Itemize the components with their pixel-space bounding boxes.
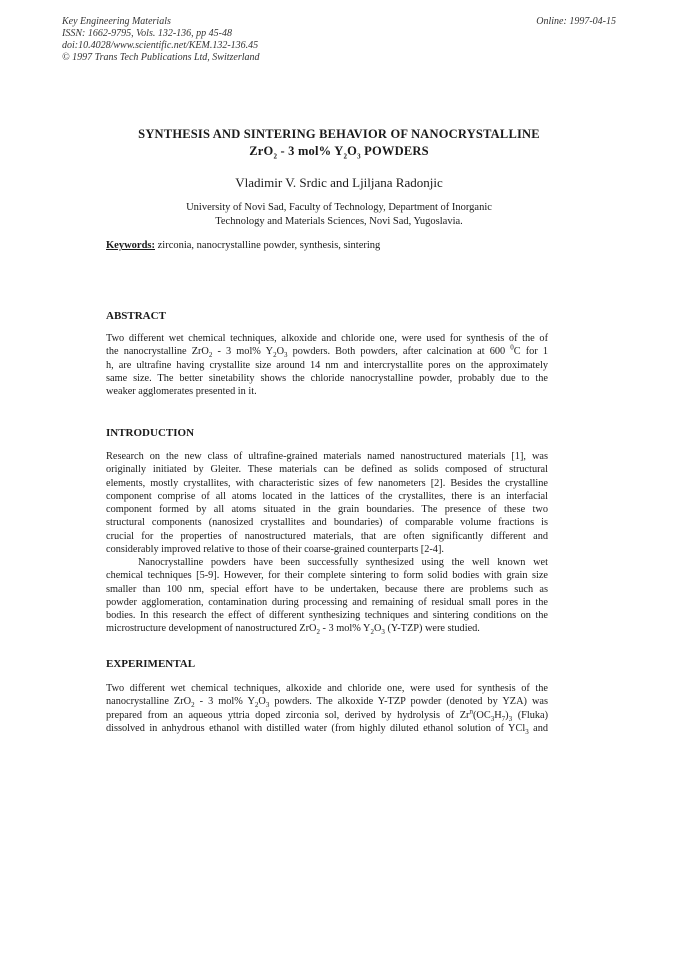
introduction-line: microstructure development of nanostructured ZrO$_2$ - 3 mol% $Y_2O_3$ (Y-TZP) were studied. [106, 623, 480, 637]
introduction-line: component formed by all atoms situated in the grain boundaries. The presence of these two [106, 504, 548, 515]
experimental-line: nanocrystalline ZrO$_2$ - 3 mol% $Y_2O_3$ powders. The alkoxide Y-TZP powder (denoted by YZA) was [106, 696, 548, 710]
experimental-line: prepared from an aqueous yttria doped zirconia sol, derived by hydrolysis of $Zr^n(OC_3H_7)_3$ (Fluka) [106, 707, 549, 723]
introduction-line: bodies. In this research the effect of different synthesizing techniques and sintering conditions on the [106, 610, 548, 621]
introduction-heading: INTRODUCTION [106, 427, 195, 439]
doi-line[interactable]: doi:10.4028/www.scientific.net/KEM.132-136.45 [62, 40, 259, 51]
affiliation [0, 201, 678, 229]
experimental-body [106, 682, 548, 735]
abstract-heading: ABSTRACT [106, 310, 166, 322]
introduction-line: crucial for the properties of nanostructured materials, that are often significantly different and [106, 530, 548, 542]
introduction-line: Nanocrystalline powders have been successfully synthesized using the well known wet [138, 557, 548, 568]
abstract-line: same size. The better sinetability shows the chloride nanocrystalline powder, probably due to the [106, 372, 548, 384]
introduction-body [106, 450, 548, 636]
introduction-line: structural components (nanosized crystallites and boundaries) of comparable volume fractions is [106, 517, 548, 529]
introduction-line: smaller than 100 nm, special effort have to be undertaken, because there are problems such as [106, 583, 548, 595]
experimental-line: dissolved in anhydrous ethanol with distilled water (from highly diluted ethanol solution of YCl$_3$ and [106, 722, 548, 736]
abstract-line: the nanocrystalline ZrO$_2$ - 3 mol% $Y_2O_3$ powders. Both powders, after calcination at 600 $^0$C for 1 [106, 343, 549, 360]
introduction-line: elements, mostly crystallites, with characteristic sizes of few nanometers [2]. Besides the crystalline [106, 477, 548, 489]
affiliation-line-2: Technology and Materials Sciences, Novi Sad, Yugoslavia. [215, 216, 463, 227]
introduction-line: Research on the new class of ultrafine-grained materials named nanostructured materials [1], was [106, 451, 548, 462]
abstract-line: Two different wet chemical techniques, alkoxide and chloride one, were used for synthesis of the of [106, 333, 548, 344]
authors: Vladimir V. Srdic and Ljiljana Radonjic [235, 175, 443, 190]
keywords [106, 240, 380, 251]
introduction-line: component comprise of all atoms located in the lattices of the crystallites, there is an interfacial [106, 490, 548, 502]
paper-title [0, 126, 678, 160]
issn-line: ISSN: 1662-9795, Vols. 132-136, pp 45-48 [62, 28, 232, 39]
title-line-1: SYNTHESIS AND SINTERING BEHAVIOR OF NANOCRYSTALLINE [138, 127, 540, 141]
experimental-heading: EXPERIMENTAL [106, 658, 196, 670]
affiliation-line-1: University of Novi Sad, Faculty of Technology, Department of Inorganic [186, 202, 492, 213]
keywords-label: Keywords: [106, 240, 155, 251]
introduction-line: powder agglomeration, contamination during processing and remaining of residual small pores in the [106, 596, 548, 608]
abstract-line: weaker agglomerates presented in it. [106, 386, 257, 397]
journal-header [62, 16, 260, 64]
experimental-line: Two different wet chemical techniques, alkoxide and chloride one, were used for synthesis of the [106, 683, 548, 694]
introduction-line: considerably improved relative to those of their coarse-grained counterparts [2-4]. [106, 543, 444, 555]
title-line-2: ZrO$_2$ - 3 mol% $Y_2O_3$ POWDERS [249, 144, 429, 161]
abstract-body [106, 332, 548, 398]
copyright-line: © 1997 Trans Tech Publications Ltd, Switzerland [62, 52, 260, 63]
keywords-text: zirconia, nanocrystalline powder, synthesis, sintering [155, 240, 381, 251]
introduction-line: originally initiated by Gleiter. These materials can be defined as solids composed of structural [106, 464, 548, 476]
journal-name: Key Engineering Materials [62, 16, 171, 27]
online-date: Online: 1997-04-15 [536, 16, 616, 27]
introduction-line: chemical techniques [5-9]. However, for their complete sintering to form solid bodies with grain size [106, 570, 548, 582]
abstract-line: h, are ultrafine having crystallite size around 14 nm and intercrystallite pores on the approximately [106, 359, 548, 371]
